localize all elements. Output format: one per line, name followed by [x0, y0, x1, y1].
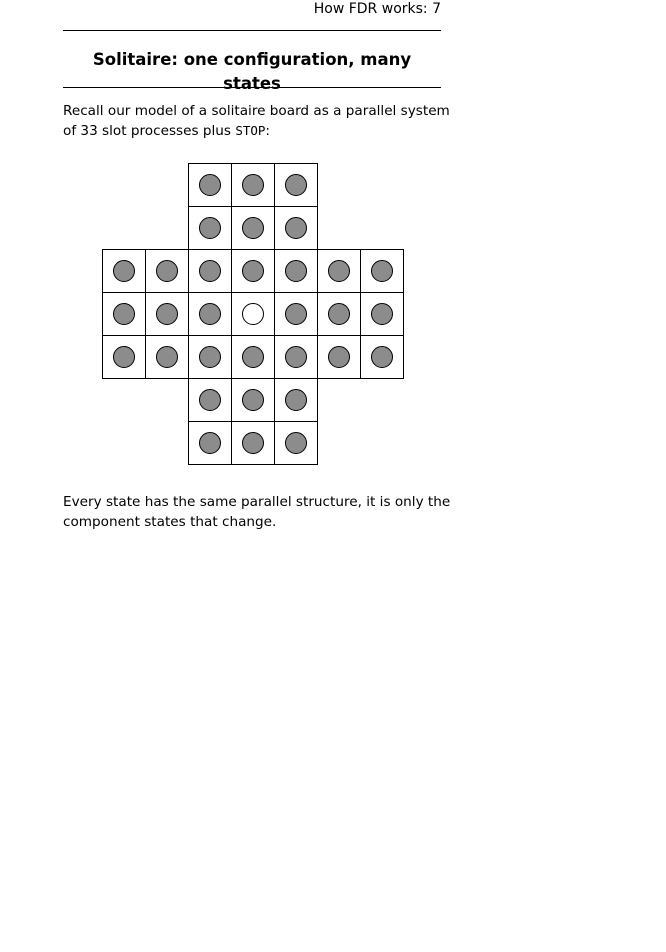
stop-code: STOP	[235, 123, 266, 138]
board-slot	[103, 293, 146, 336]
peg	[372, 261, 393, 282]
board-slot	[232, 422, 275, 465]
board-slot	[189, 336, 232, 379]
peg	[243, 261, 264, 282]
board-slot	[275, 422, 318, 465]
peg	[200, 175, 221, 196]
board-slot	[189, 250, 232, 293]
peg	[157, 304, 178, 325]
board-slot	[361, 336, 404, 379]
peg	[243, 218, 264, 239]
board-slot	[318, 336, 361, 379]
intro-punct: :	[265, 123, 271, 139]
board-slot	[275, 379, 318, 422]
board-slot	[275, 164, 318, 207]
peg	[114, 261, 135, 282]
board-slot	[361, 293, 404, 336]
board-slot	[189, 207, 232, 250]
board-slot	[146, 293, 189, 336]
board-slot	[232, 164, 275, 207]
peg	[200, 304, 221, 325]
board-slot	[318, 293, 361, 336]
peg	[243, 390, 264, 411]
peg	[329, 304, 350, 325]
peg	[286, 304, 307, 325]
board-slot	[318, 250, 361, 293]
board-slot	[189, 164, 232, 207]
peg	[243, 433, 264, 454]
board-slot	[232, 293, 275, 336]
board-slot	[275, 207, 318, 250]
empty-hole	[243, 304, 264, 325]
peg	[114, 304, 135, 325]
peg	[200, 390, 221, 411]
peg	[286, 433, 307, 454]
peg	[372, 304, 393, 325]
board-slot	[189, 422, 232, 465]
board-slot	[232, 336, 275, 379]
peg	[372, 347, 393, 368]
peg	[157, 261, 178, 282]
peg	[329, 261, 350, 282]
peg	[114, 347, 135, 368]
peg	[286, 390, 307, 411]
board-slot	[275, 293, 318, 336]
board-slot	[232, 250, 275, 293]
peg	[286, 261, 307, 282]
peg	[286, 347, 307, 368]
peg	[286, 175, 307, 196]
intro-text: Recall our model of a solitaire board as a parallel system of 33 slot processes plus	[63, 103, 450, 139]
board-slot	[189, 293, 232, 336]
conclusion-paragraph: Every state has the same parallel structure, it is only the component states that change.	[63, 494, 451, 530]
peg	[243, 347, 264, 368]
peg	[200, 433, 221, 454]
board-slot	[361, 250, 404, 293]
board-slot	[103, 336, 146, 379]
board-slot	[232, 379, 275, 422]
peg	[286, 218, 307, 239]
board-slot	[189, 379, 232, 422]
peg	[157, 347, 178, 368]
board-slot	[103, 250, 146, 293]
board-slot	[146, 250, 189, 293]
slide-title: Solitaire: one configuration, many states	[92, 50, 412, 93]
running-header: How FDR works: 7	[313, 1, 441, 17]
peg	[243, 175, 264, 196]
peg	[200, 261, 221, 282]
board-slot	[232, 207, 275, 250]
board-slot	[275, 250, 318, 293]
peg	[329, 347, 350, 368]
board-slot	[146, 336, 189, 379]
peg	[200, 347, 221, 368]
board-slot	[275, 336, 318, 379]
peg	[200, 218, 221, 239]
